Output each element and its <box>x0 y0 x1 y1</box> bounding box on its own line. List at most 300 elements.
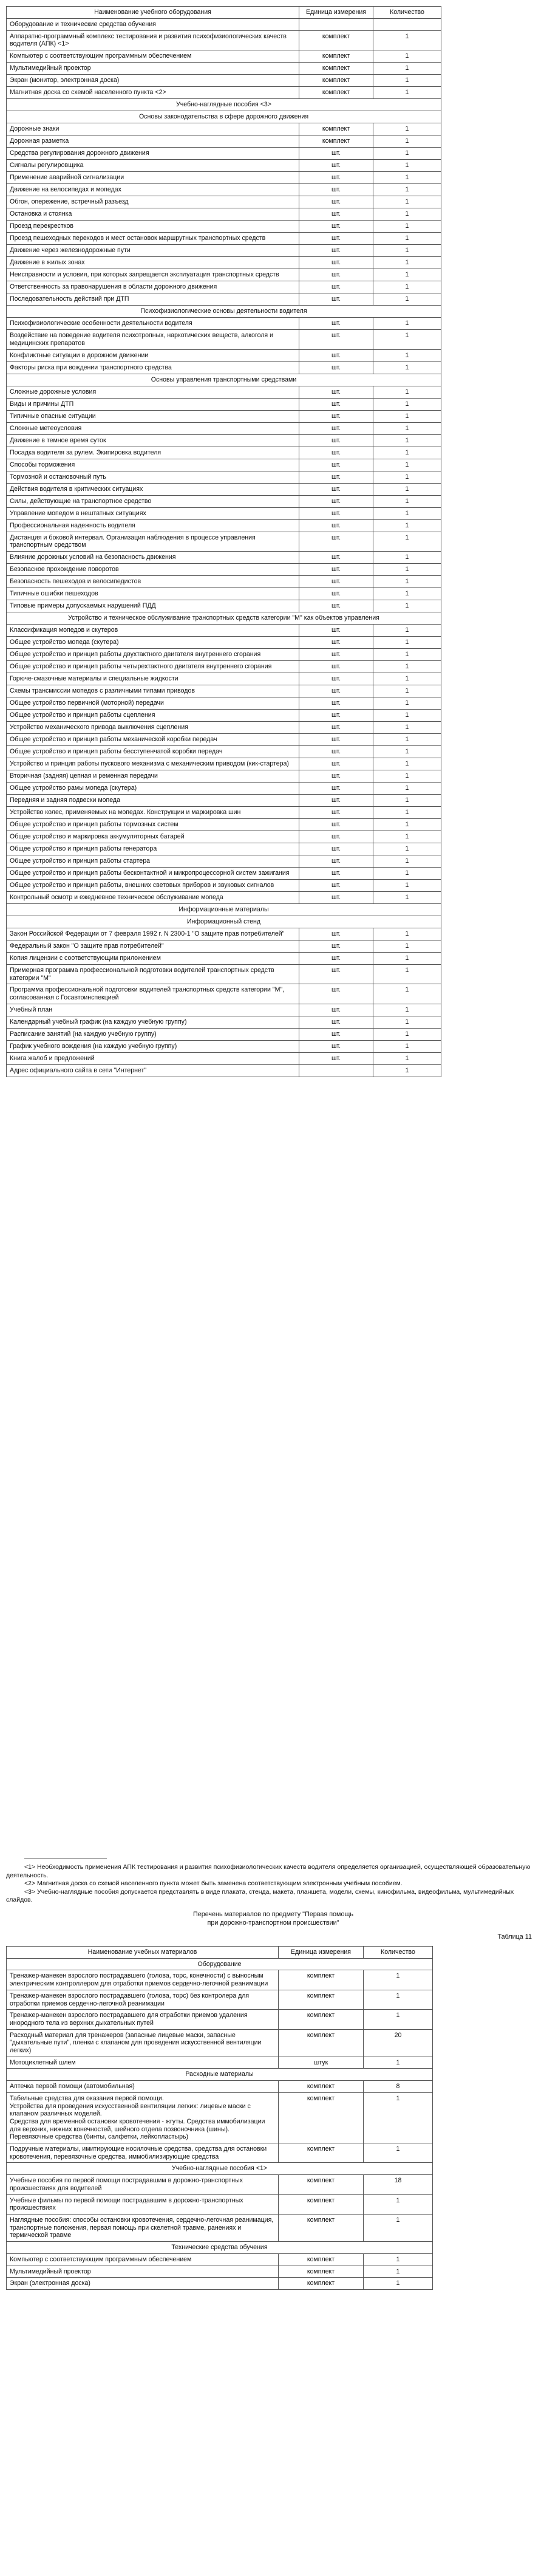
cell-quantity: 1 <box>373 697 441 709</box>
table-row <box>7 2057 433 2069</box>
table-row <box>7 733 441 745</box>
table-row <box>7 330 441 349</box>
cell-name: Передняя и задняя подвески мопеда <box>7 794 299 806</box>
table-row <box>7 843 441 855</box>
cell-unit: шт. <box>299 624 373 636</box>
table-row <box>7 148 441 160</box>
table-row <box>7 123 441 135</box>
cell-quantity: 1 <box>373 422 441 434</box>
table-row <box>7 673 441 685</box>
footnote-1: <1> Необходимость применения АПК тестирования и развития психофизиологических качеств водителя определяется организацией, осуществляющей образовательную деятельность. <box>6 1863 531 1879</box>
table-row <box>7 952 441 964</box>
cell-name: Движение на велосипедах и мопедах <box>7 184 299 196</box>
cell-unit: шт. <box>299 891 373 903</box>
cell-unit: шт. <box>299 459 373 471</box>
cell-name: Экран (электронная доска) <box>7 2278 279 2290</box>
section-row <box>7 99 441 111</box>
section-title: Основы управления транспортными средствами <box>7 374 441 386</box>
materials-list-title <box>121 1911 425 1927</box>
cell-name: Календарный учебный график (на каждую учебную группу) <box>7 1016 299 1028</box>
cell-unit: шт. <box>299 410 373 422</box>
cell-unit: шт. <box>299 434 373 447</box>
cell-name: Федеральный закон "О защите прав потребителей" <box>7 940 299 952</box>
cell-quantity: 1 <box>373 1016 441 1028</box>
table-row <box>7 794 441 806</box>
table-row <box>7 2029 433 2057</box>
table-row <box>7 349 441 361</box>
cell-quantity: 1 <box>373 257 441 269</box>
table-row <box>7 519 441 532</box>
cell-unit: комплект <box>279 1990 364 2009</box>
cell-unit: шт. <box>299 843 373 855</box>
cell-name: Классификация мопедов и скутеров <box>7 624 299 636</box>
table-row <box>7 575 441 587</box>
cell-unit: комплект <box>299 30 373 50</box>
cell-unit: шт. <box>299 1016 373 1028</box>
table-row <box>7 867 441 879</box>
section-title: Учебно-наглядные пособия <3> <box>7 99 441 111</box>
table-row <box>7 398 441 410</box>
cell-unit: комплект <box>299 135 373 148</box>
cell-quantity: 1 <box>373 1040 441 1052</box>
cell-name: Сложные метеоусловия <box>7 422 299 434</box>
cell-quantity: 1 <box>373 721 441 733</box>
cell-unit: шт. <box>299 208 373 221</box>
cell-quantity: 1 <box>373 600 441 612</box>
cell-quantity: 1 <box>373 519 441 532</box>
cell-name: Общее устройство и принцип работы четырехтактного двигателя внутреннего сгорания <box>7 660 299 673</box>
cell-name: Адрес официального сайта в сети "Интернет" <box>7 1064 299 1077</box>
table-row <box>7 410 441 422</box>
table-row <box>7 2143 433 2163</box>
cell-unit: шт. <box>299 148 373 160</box>
column-header-quantity: Количество <box>364 1947 433 1959</box>
cell-quantity: 1 <box>373 123 441 135</box>
table-row <box>7 507 441 519</box>
cell-unit: шт. <box>299 794 373 806</box>
cell-name: Общее устройство первичной (моторной) передачи <box>7 697 299 709</box>
cell-unit: шт. <box>299 386 373 398</box>
table-row <box>7 233 441 245</box>
cell-unit: комплект <box>279 2194 364 2214</box>
cell-name: Влияние дорожных условий на безопасность движения <box>7 551 299 563</box>
cell-quantity: 1 <box>373 551 441 563</box>
cell-quantity: 1 <box>373 685 441 697</box>
cell-unit: шт. <box>299 471 373 483</box>
table-row <box>7 587 441 600</box>
cell-quantity: 1 <box>364 2214 433 2241</box>
table-row <box>7 891 441 903</box>
table-row <box>7 257 441 269</box>
cell-name: Движение в темное время суток <box>7 434 299 447</box>
cell-name: Типовые примеры допускаемых нарушений ПДД <box>7 600 299 612</box>
cell-quantity: 1 <box>373 806 441 818</box>
cell-unit: шт. <box>299 879 373 891</box>
section-title: Информационные материалы <box>7 903 441 916</box>
table-row <box>7 281 441 293</box>
cell-name: Аптечка первой помощи (автомобильная) <box>7 2081 279 2093</box>
cell-name: Устройство колес, применяемых на мопедах. Конструкции и маркировка шин <box>7 806 299 818</box>
cell-name: Остановка и стоянка <box>7 208 299 221</box>
cell-name: Способы торможения <box>7 459 299 471</box>
table-row <box>7 87 441 99</box>
cell-unit: комплект <box>279 2175 364 2194</box>
table-row <box>7 459 441 471</box>
footnote-2: <2> Магнитная доска со схемой населенного пункта может быть заменена соответствующим электронным учебным пособием. <box>24 1880 403 1887</box>
cell-quantity: 1 <box>373 855 441 867</box>
cell-quantity <box>373 18 441 30</box>
table-row <box>7 879 441 891</box>
cell-name: Общее устройство мопеда (скутера) <box>7 636 299 648</box>
cell-name: Управление мопедом в нештатных ситуациях <box>7 507 299 519</box>
cell-name: Компьютер с соответствующим программным обеспечением <box>7 50 299 63</box>
cell-unit: шт. <box>299 952 373 964</box>
table-row <box>7 422 441 434</box>
cell-unit: шт. <box>299 532 373 551</box>
table-row <box>7 208 441 221</box>
cell-name: Программа профессиональной подготовки водителей транспортных средств категории "М", согласованная с Госавтоинспекцией <box>7 984 299 1004</box>
cell-name: Общее устройство и принцип работы двухтактного двигателя внутреннего сгорания <box>7 648 299 660</box>
table-row <box>7 532 441 551</box>
cell-name: Магнитная доска со схемой населенного пункта <2> <box>7 87 299 99</box>
cell-quantity: 1 <box>373 818 441 831</box>
cell-quantity: 1 <box>364 2194 433 2214</box>
cell-name: Схемы трансмиссии мопедов с различными типами приводов <box>7 685 299 697</box>
cell-name: Контрольный осмотр и ежедневное техническое обслуживание мопеда <box>7 891 299 903</box>
table-row <box>7 2010 433 2029</box>
cell-name: Тренажер-манекен взрослого пострадавшего (голова, торс) без контролера для отработки приемов сердечно-легочной реанимации <box>7 1990 279 2009</box>
cell-name: Оборудование и технические средства обучения <box>7 18 299 30</box>
cell-unit: комплект <box>279 2010 364 2029</box>
cell-name: Общее устройство и маркировка аккумуляторных батарей <box>7 831 299 843</box>
section-title: Расходные материалы <box>7 2069 433 2081</box>
cell-quantity: 1 <box>364 2092 433 2143</box>
cell-unit: шт. <box>299 984 373 1004</box>
cell-unit: шт. <box>299 330 373 349</box>
table-row <box>7 160 441 172</box>
table-row <box>7 770 441 782</box>
cell-unit: шт. <box>299 245 373 257</box>
cell-unit: шт. <box>299 1004 373 1016</box>
table-header-row <box>7 7 441 19</box>
cell-unit: комплект <box>299 63 373 75</box>
cell-unit: комплект <box>279 2143 364 2163</box>
equipment-table-body <box>7 18 441 1077</box>
cell-unit: шт. <box>299 867 373 879</box>
cell-name: Горюче-смазочные материалы и специальные жидкости <box>7 673 299 685</box>
cell-unit: комплект <box>279 2029 364 2057</box>
cell-name: Движение через железнодорожные пути <box>7 245 299 257</box>
table-row <box>7 196 441 208</box>
table-row <box>7 928 441 940</box>
cell-unit: шт. <box>299 233 373 245</box>
cell-name: Средства регулирования дорожного движения <box>7 148 299 160</box>
cell-name: Тормозной и остановочный путь <box>7 471 299 483</box>
cell-quantity: 1 <box>373 1028 441 1040</box>
section-row <box>7 111 441 123</box>
cell-unit: шт. <box>299 483 373 495</box>
cell-quantity: 1 <box>373 386 441 398</box>
cell-quantity: 1 <box>373 233 441 245</box>
table-row <box>7 2175 433 2194</box>
cell-quantity: 1 <box>373 733 441 745</box>
cell-quantity: 1 <box>373 221 441 233</box>
cell-unit: шт. <box>299 172 373 184</box>
cell-quantity: 1 <box>373 447 441 459</box>
table-row <box>7 318 441 330</box>
cell-name: Сложные дорожные условия <box>7 386 299 398</box>
cell-quantity: 1 <box>373 410 441 422</box>
first-aid-materials-table <box>6 1946 433 2290</box>
cell-name: Психофизиологические особенности деятельности водителя <box>7 318 299 330</box>
cell-quantity: 1 <box>364 2010 433 2029</box>
cell-quantity: 1 <box>373 1064 441 1077</box>
cell-unit: шт. <box>299 636 373 648</box>
table-row <box>7 806 441 818</box>
cell-quantity: 1 <box>373 624 441 636</box>
cell-quantity: 1 <box>373 318 441 330</box>
cell-quantity: 1 <box>373 50 441 63</box>
first-aid-materials-table-body <box>7 1958 433 2289</box>
cell-name: Ответственность за правонарушения в области дорожного движения <box>7 281 299 293</box>
cell-name: Общее устройство и принцип работы, внешних световых приборов и звуковых сигналов <box>7 879 299 891</box>
cell-unit: комплект <box>279 2081 364 2093</box>
cell-unit: комплект <box>279 1970 364 1990</box>
cell-name: Мультимедийный проектор <box>7 63 299 75</box>
table-row <box>7 721 441 733</box>
cell-name: Дистанция и боковой интервал. Организация наблюдения в процессе управления транспортным средством <box>7 532 299 551</box>
cell-quantity: 1 <box>373 587 441 600</box>
cell-name: Мультимедийный проектор <box>7 2266 279 2278</box>
cell-quantity: 1 <box>373 952 441 964</box>
table-row <box>7 221 441 233</box>
cell-name: Книга жалоб и предложений <box>7 1052 299 1064</box>
cell-name: Табельные средства для оказания первой помощи. Устройства для проведения искусственной вентиляции легких: лицевые маски с клапаном различных моделей. Средства для временной остановки кровотечения - жгуты. Средства иммобилизации для верхних, нижних конечностей, шейного отдела позвоночника (шины). Перевязочные средства (бинты, салфетки, лейкопластырь) <box>7 2092 279 2143</box>
cell-unit: шт. <box>299 551 373 563</box>
column-header-name: Наименование учебного оборудования <box>7 7 299 19</box>
cell-unit: шт. <box>299 660 373 673</box>
cell-quantity: 20 <box>364 2029 433 2057</box>
table-row <box>7 293 441 306</box>
table-row <box>7 1970 433 1990</box>
table-row <box>7 63 441 75</box>
cell-unit: шт. <box>299 685 373 697</box>
section-title: Устройство и техническое обслуживание транспортных средств категории "М" как объектов управления <box>7 612 441 624</box>
cell-name: Аппаратно-программный комплекс тестирования и развития психофизиологических качеств водителя (АПК) <1> <box>7 30 299 50</box>
table-row <box>7 75 441 87</box>
cell-quantity: 1 <box>373 794 441 806</box>
cell-unit: комплект <box>279 2214 364 2241</box>
table-row <box>7 1004 441 1016</box>
cell-quantity: 1 <box>373 1004 441 1016</box>
table-row <box>7 745 441 758</box>
section-row <box>7 612 441 624</box>
table-row <box>7 709 441 721</box>
column-header-unit: Единица измерения <box>279 1947 364 1959</box>
cell-quantity: 1 <box>373 891 441 903</box>
section-row <box>7 916 441 928</box>
table-row <box>7 18 441 30</box>
table-row <box>7 624 441 636</box>
table-row <box>7 50 441 63</box>
table-row <box>7 1052 441 1064</box>
table-row <box>7 758 441 770</box>
table-row <box>7 172 441 184</box>
cell-quantity: 1 <box>373 831 441 843</box>
cell-name: Тренажер-манекен взрослого пострадавшего для отработки приемов удаления инородного тела из верхних дыхательных путей <box>7 2010 279 2029</box>
cell-quantity: 1 <box>364 2266 433 2278</box>
cell-name: Профессиональная надежность водителя <box>7 519 299 532</box>
cell-name: Тренажер-манекен взрослого пострадавшего (голова, торс, конечности) с выносным электрическим контроллером для отработки приемов сердечно-легочной реанимации <box>7 1970 279 1990</box>
cell-unit: комплект <box>279 2266 364 2278</box>
cell-name: Вторичная (задняя) цепная и ременная передачи <box>7 770 299 782</box>
cell-unit: шт. <box>299 495 373 507</box>
cell-name: Неисправности и условия, при которых запрещается эксплуатация транспортных средств <box>7 269 299 281</box>
cell-unit: шт. <box>299 519 373 532</box>
cell-unit: шт. <box>299 563 373 575</box>
table-row <box>7 2278 433 2290</box>
cell-quantity: 1 <box>373 940 441 952</box>
cell-unit: шт. <box>299 673 373 685</box>
table-row <box>7 471 441 483</box>
table-row <box>7 2253 433 2266</box>
cell-name: Типичные ошибки пешеходов <box>7 587 299 600</box>
cell-quantity: 1 <box>373 984 441 1004</box>
cell-unit: шт. <box>299 709 373 721</box>
cell-quantity: 1 <box>373 770 441 782</box>
cell-quantity: 1 <box>373 434 441 447</box>
cell-unit: комплект <box>299 50 373 63</box>
cell-unit: комплект <box>299 75 373 87</box>
table-row <box>7 2214 433 2241</box>
table-row <box>7 495 441 507</box>
cell-unit: шт. <box>299 964 373 984</box>
cell-unit: комплект <box>279 2278 364 2290</box>
cell-quantity: 1 <box>373 208 441 221</box>
table-row <box>7 782 441 794</box>
cell-name: Проезд пешеходных переходов и мест остановок маршрутных транспортных средств <box>7 233 299 245</box>
table-row <box>7 2092 433 2143</box>
cell-quantity: 1 <box>373 87 441 99</box>
cell-name: Действия водителя в критических ситуациях <box>7 483 299 495</box>
cell-quantity: 1 <box>364 2253 433 2266</box>
table-row <box>7 818 441 831</box>
cell-unit: шт. <box>299 745 373 758</box>
cell-quantity: 1 <box>373 507 441 519</box>
cell-quantity: 1 <box>373 867 441 879</box>
cell-quantity: 1 <box>373 281 441 293</box>
table-row <box>7 1028 441 1040</box>
cell-quantity: 1 <box>364 2057 433 2069</box>
cell-quantity: 1 <box>364 2143 433 2163</box>
cell-quantity: 1 <box>373 269 441 281</box>
cell-unit: шт. <box>299 818 373 831</box>
cell-quantity: 1 <box>373 782 441 794</box>
cell-quantity: 1 <box>373 172 441 184</box>
cell-unit: шт. <box>299 447 373 459</box>
cell-unit: шт. <box>299 782 373 794</box>
cell-unit: шт. <box>299 855 373 867</box>
cell-quantity: 1 <box>373 660 441 673</box>
column-header-unit: Единица измерения <box>299 7 373 19</box>
cell-quantity: 1 <box>373 758 441 770</box>
cell-name: Экран (монитор, электронная доска) <box>7 75 299 87</box>
table-row <box>7 685 441 697</box>
cell-quantity: 1 <box>373 928 441 940</box>
table-row <box>7 697 441 709</box>
cell-unit: шт. <box>299 600 373 612</box>
cell-name: Воздействие на поведение водителя психотропных, наркотических веществ, алкоголя и медицинских препаратов <box>7 330 299 349</box>
cell-name: Посадка водителя за рулем. Экипировка водителя <box>7 447 299 459</box>
cell-unit: шт. <box>299 697 373 709</box>
cell-quantity: 1 <box>373 575 441 587</box>
cell-quantity: 1 <box>373 843 441 855</box>
cell-name: График учебного вождения (на каждую учебную группу) <box>7 1040 299 1052</box>
table-row <box>7 269 441 281</box>
materials-list-title-line-1: Перечень материалов по предмету "Первая помощь <box>192 1911 353 1918</box>
section-row <box>7 374 441 386</box>
cell-unit: шт. <box>299 1040 373 1052</box>
cell-unit: шт. <box>299 422 373 434</box>
cell-name: Закон Российской Федерации от 7 февраля 1992 г. N 2300-1 "О защите прав потребителей" <box>7 928 299 940</box>
cell-name: Общее устройство и принцип работы стартера <box>7 855 299 867</box>
cell-name: Общее устройство и принцип работы тормозных систем <box>7 818 299 831</box>
cell-quantity: 1 <box>373 160 441 172</box>
cell-quantity: 1 <box>373 495 441 507</box>
cell-quantity: 1 <box>373 563 441 575</box>
cell-name: Учебные пособия по первой помощи пострадавшим в дорожно-транспортных происшествиях для водителей <box>7 2175 279 2194</box>
cell-unit: шт. <box>299 831 373 843</box>
section-title: Информационный стенд <box>7 916 441 928</box>
table-row <box>7 1016 441 1028</box>
table-row <box>7 636 441 648</box>
cell-name: Силы, действующие на транспортное средство <box>7 495 299 507</box>
table-row <box>7 1064 441 1077</box>
cell-quantity: 1 <box>364 2278 433 2290</box>
cell-quantity: 1 <box>373 245 441 257</box>
cell-name: Сигналы регулировщика <box>7 160 299 172</box>
cell-unit: шт. <box>299 758 373 770</box>
cell-unit: шт. <box>299 398 373 410</box>
cell-name: Последовательность действий при ДТП <box>7 293 299 306</box>
table-row <box>7 551 441 563</box>
table-row <box>7 184 441 196</box>
cell-name: Мотоциклетный шлем <box>7 2057 279 2069</box>
cell-quantity: 1 <box>373 532 441 551</box>
table-row <box>7 660 441 673</box>
table-row <box>7 855 441 867</box>
cell-name: Компьютер с соответствующим программным обеспечением <box>7 2253 279 2266</box>
materials-list-title-line-2: при дорожно-транспортном происшествии" <box>207 1919 339 1927</box>
cell-quantity: 1 <box>373 636 441 648</box>
table-row <box>7 940 441 952</box>
cell-unit: шт. <box>299 587 373 600</box>
cell-quantity: 1 <box>373 75 441 87</box>
cell-quantity: 1 <box>373 30 441 50</box>
cell-name: Обгон, опережение, встречный разъезд <box>7 196 299 208</box>
cell-name: Общее устройство и принцип работы генератора <box>7 843 299 855</box>
cell-quantity: 1 <box>373 964 441 984</box>
cell-unit: шт. <box>299 1028 373 1040</box>
cell-name: Учебный план <box>7 1004 299 1016</box>
table-row <box>7 563 441 575</box>
cell-quantity: 1 <box>364 1990 433 2009</box>
cell-quantity: 1 <box>373 293 441 306</box>
cell-unit: шт. <box>299 648 373 660</box>
equipment-table <box>6 6 441 1077</box>
cell-unit: шт. <box>299 160 373 172</box>
cell-name: Расходный материал для тренажеров (запасные лицевые маски, запасные "дыхательные пути", пленки с клапаном для проведения искусственной вентиляции легких) <box>7 2029 279 2057</box>
